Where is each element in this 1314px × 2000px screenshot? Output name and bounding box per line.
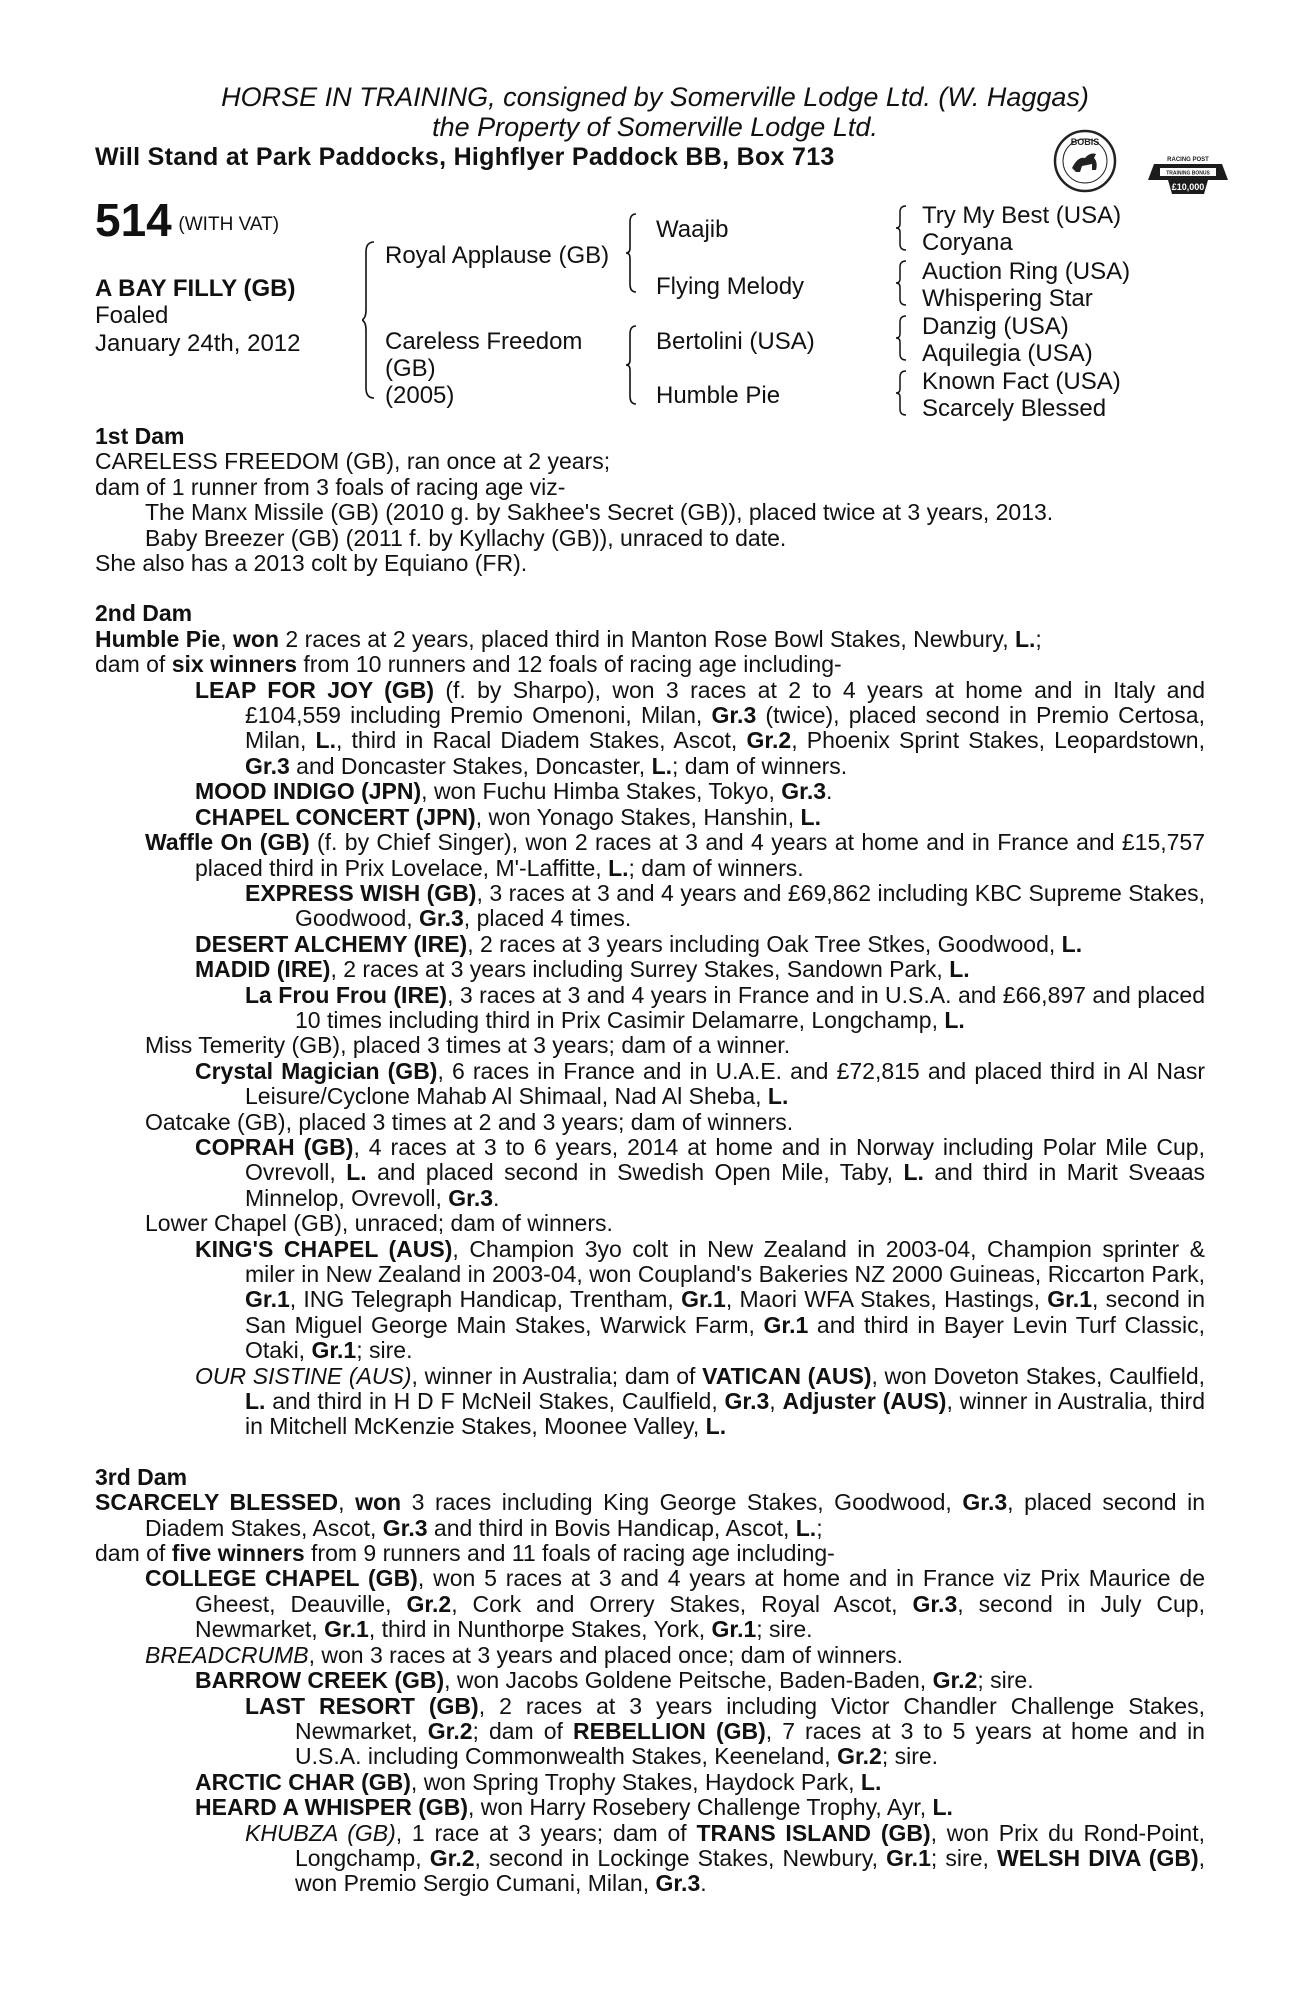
dam-year: (2005) (385, 382, 455, 409)
dam1-produce: The Manx Missile (GB) (2010 g. by Sakhee's Secret (GB)), placed twice at 3 years, 2013. (145, 499, 1054, 526)
brace-gen3-4 (894, 369, 910, 417)
svg-text:BOBIS: BOBIS (1070, 137, 1100, 147)
produce-entry: DESERT ALCHEMY (IRE), 2 races at 3 years including Oak Tree Stkes, Goodwood, L. (195, 930, 1083, 957)
dam2-heading: 2nd Dam (95, 600, 193, 627)
dam2-record: Humble Pie, won 2 races at 2 years, placed third in Manton Rose Bowl Stakes, Newbury, L.; (95, 625, 1042, 652)
produce-entry: MADID (IRE), 2 races at 3 years including Surrey Stakes, Sandown Park, L. (195, 956, 970, 983)
dam3-produce-summary: dam of five winners from 9 runners and 11 foals of racing age including- (95, 1540, 835, 1567)
produce-entry: LEAP FOR JOY (GB) (f. by Sharpo), won 3 races at 2 to 4 years at home and in Italy and £104,559 including Premio Omenoni, Milan, Gr.3 (twice), placed second in Premio Certosa, Milan, L., third in Racal Diadem Stakes, Ascot, Gr.2, Phoenix Sprint Stakes, Leopardstown, Gr.3 and Doncaster Stakes, Doncaster, L.; dam of winners. (195, 676, 1205, 779)
dam3-record: SCARCELY BLESSED, won 3 races including King George Stakes, Goodwood, Gr.3, placed second in Diadem Stakes, Ascot, Gr.3 and third in Bovis Handicap, Ascot, L.; (95, 1489, 1206, 1541)
produce-entry: COPRAH (GB), 4 races at 3 to 6 years, 2014 at home and in Norway including Polar Mile Cup, Ovrevoll, L. and placed second in Swedish Open Mile, Taby, L. and third in Marit Sveaas Minnelop, Ovrevoll, Gr.3. (195, 1133, 1205, 1211)
brace-gen3-3 (894, 314, 910, 362)
lot-title: A BAY FILLY (GB) (95, 275, 296, 302)
foaled-label: Foaled (95, 302, 169, 329)
ped-dds: Known Fact (USA) (922, 368, 1121, 395)
produce-entry: MOOD INDIGO (JPN), won Fuchu Himba Stakes, Tokyo, Gr.3. (195, 778, 833, 805)
brace-gen3-2 (894, 259, 910, 307)
ped-ddd: Scarcely Blessed (922, 395, 1107, 422)
ped-sdd: Whispering Star (922, 285, 1093, 312)
produce-entry: BREADCRUMB, won 3 races at 3 years and placed once; dam of winners. (145, 1641, 904, 1668)
produce-entry: LAST RESORT (GB), 2 races at 3 years including Victor Chandler Challenge Stakes, Newmarket, Gr.2; dam of REBELLION (GB), 7 races at 3 to 5 years at home and in U.S.A. including Commonwealth Stakes, Keeneland, Gr.2; sire. (245, 1692, 1205, 1770)
produce-entry: La Frou Frou (IRE), 3 races at 3 and 4 years in France and in U.S.A. and £66,897 and placed 10 times including third in Prix Casimir Delamarre, Longchamp, L. (245, 981, 1205, 1033)
catalogue-body (95, 424, 1205, 1897)
brace-gen3-1 (894, 204, 910, 252)
dam1-line: She also has a 2013 colt by Equiano (FR). (95, 550, 528, 577)
bobis-logo (1052, 128, 1118, 194)
sire-dam: Flying Melody (656, 273, 805, 300)
bobis-logo-icon (1052, 128, 1118, 194)
produce-entry: CHAPEL CONCERT (JPN), won Yonago Stakes, Hanshin, L. (195, 803, 821, 830)
dam1-heading: 1st Dam (95, 423, 185, 449)
produce-entry: Oatcake (GB), placed 3 times at 2 and 3 years; dam of winners. (145, 1108, 794, 1135)
svg-text:RACING POST: RACING POST (1167, 157, 1209, 163)
property-line: the Property of Somerville Lodge Ltd. (432, 112, 878, 142)
svg-text:TRAINING BONUS: TRAINING BONUS (1166, 170, 1210, 177)
produce-entry: ARCTIC CHAR (GB), won Spring Trophy Stakes, Haydock Park, L. (195, 1768, 882, 1795)
stand-location: Will Stand at Park Paddocks, Highflyer Paddock BB, Box 713 (95, 143, 835, 171)
dam-sire: Bertolini (USA) (656, 328, 815, 355)
dam-name: Careless Freedom (385, 328, 583, 355)
produce-entry: Waffle On (GB) (f. by Chief Singer), won 2 races at 3 and 4 years at home and in France and £15,757 placed third in Prix Lovelace, M'-Laffitte, L.; dam of winners. (145, 829, 1205, 881)
consignor-line: HORSE IN TRAINING, consigned by Somerville Lodge Ltd. (W. Haggas) (221, 82, 1089, 112)
produce-entry: OUR SISTINE (AUS), winner in Australia; dam of VATICAN (AUS), won Doveton Stakes, Caulfield, L. and third in H D F McNeil Stakes, Caulfield, Gr.3, Adjuster (AUS), winner in Australia, third in Mitchell McKenzie Stakes, Moonee Valley, L. (195, 1362, 1206, 1440)
dam3-heading: 3rd Dam (95, 1463, 188, 1490)
ped-ssd: Coryana (922, 229, 1013, 256)
produce-entry: HEARD A WHISPER (GB), won Harry Rosebery Challenge Trophy, Ayr, L. (195, 1794, 953, 1821)
ped-dsd: Aquilegia (USA) (922, 340, 1093, 367)
dam-dam: Humble Pie (656, 382, 781, 409)
dam-country: (GB) (385, 355, 436, 382)
ped-dss: Danzig (USA) (922, 313, 1069, 340)
produce-entry: COLLEGE CHAPEL (GB), won 5 races at 3 and 4 years at home and in France viz Prix Maurice de Gheest, Deauville, Gr.2, Cork and Orrery Stakes, Royal Ascot, Gr.3, second in July Cup, Newmarket, Gr.1, third in Nunthorpe Stakes, York, Gr.1; sire. (145, 1565, 1205, 1643)
produce-entry: Crystal Magician (GB), 6 races in France and in U.A.E. and £72,815 and placed third in Al Nasr Leisure/Cyclone Mahab Al Shimaal, Nad Al Sheba, L. (195, 1057, 1205, 1110)
ped-sds: Auction Ring (USA) (922, 258, 1131, 285)
dam1-line: dam of 1 runner from 3 foals of racing age viz- (95, 473, 566, 500)
produce-entry: Miss Temerity (GB), placed 3 times at 3 years; dam of a winner. (145, 1032, 791, 1059)
produce-entry: KING'S CHAPEL (AUS), Champion 3yo colt in New Zealand in 2003-04, Champion sprinter & miler in New Zealand in 2003-04, won Coupland's Bakeries NZ 2000 Guineas, Riccarton Park, Gr.1, ING Telegraph Handicap, Trentham, Gr.1, Maori WFA Stakes, Hastings, Gr.1, second in San Miguel George Main Stakes, Warwick Farm, Gr.1 and third in Bayer Levin Turf Classic, Otaki, Gr.1; sire. (195, 1235, 1205, 1364)
dam1-line: CARELESS FREEDOM (GB), ran once at 2 years; (95, 448, 611, 475)
svg-text:£10,000: £10,000 (1171, 182, 1205, 192)
vat-note: (WITH VAT) (178, 214, 280, 235)
produce-entry: EXPRESS WISH (GB), 3 races at 3 and 4 years and £69,862 including KBC Supreme Stakes, Goodwood, Gr.3, placed 4 times. (245, 879, 1205, 932)
dam2-produce-summary: dam of six winners from 10 runners and 12 foals of racing age including- (95, 651, 842, 678)
brace-gen2-dam (624, 324, 642, 406)
sire-sire: Waajib (656, 216, 729, 243)
training-bonus-logo (1148, 150, 1228, 198)
sire: Royal Applause (GB) (385, 242, 610, 269)
produce-entry: BARROW CREEK (GB), won Jacobs Goldene Peitsche, Baden-Baden, Gr.2; sire. (195, 1667, 1034, 1694)
brace-gen1 (362, 240, 382, 400)
lot-number-line (95, 194, 280, 246)
brace-gen2-sire (624, 212, 642, 294)
foaled-date: January 24th, 2012 (95, 330, 301, 357)
lot-number: 514 (95, 194, 172, 246)
dam1-produce: Baby Breezer (GB) (2011 f. by Kyllachy (GB)), unraced to date. (145, 524, 787, 551)
produce-entry: KHUBZA (GB), 1 race at 3 years; dam of TRANS ISLAND (GB), won Prix du Rond-Point, Longchamp, Gr.2, second in Lockinge Stakes, Newbury, Gr.1; sire, WELSH DIVA (GB), won Premio Sergio Cumani, Milan, Gr.3. (245, 1819, 1205, 1897)
training-bonus-logo-icon (1148, 150, 1228, 198)
ped-sss: Try My Best (USA) (922, 202, 1122, 229)
produce-entry: Lower Chapel (GB), unraced; dam of winners. (145, 1210, 613, 1237)
